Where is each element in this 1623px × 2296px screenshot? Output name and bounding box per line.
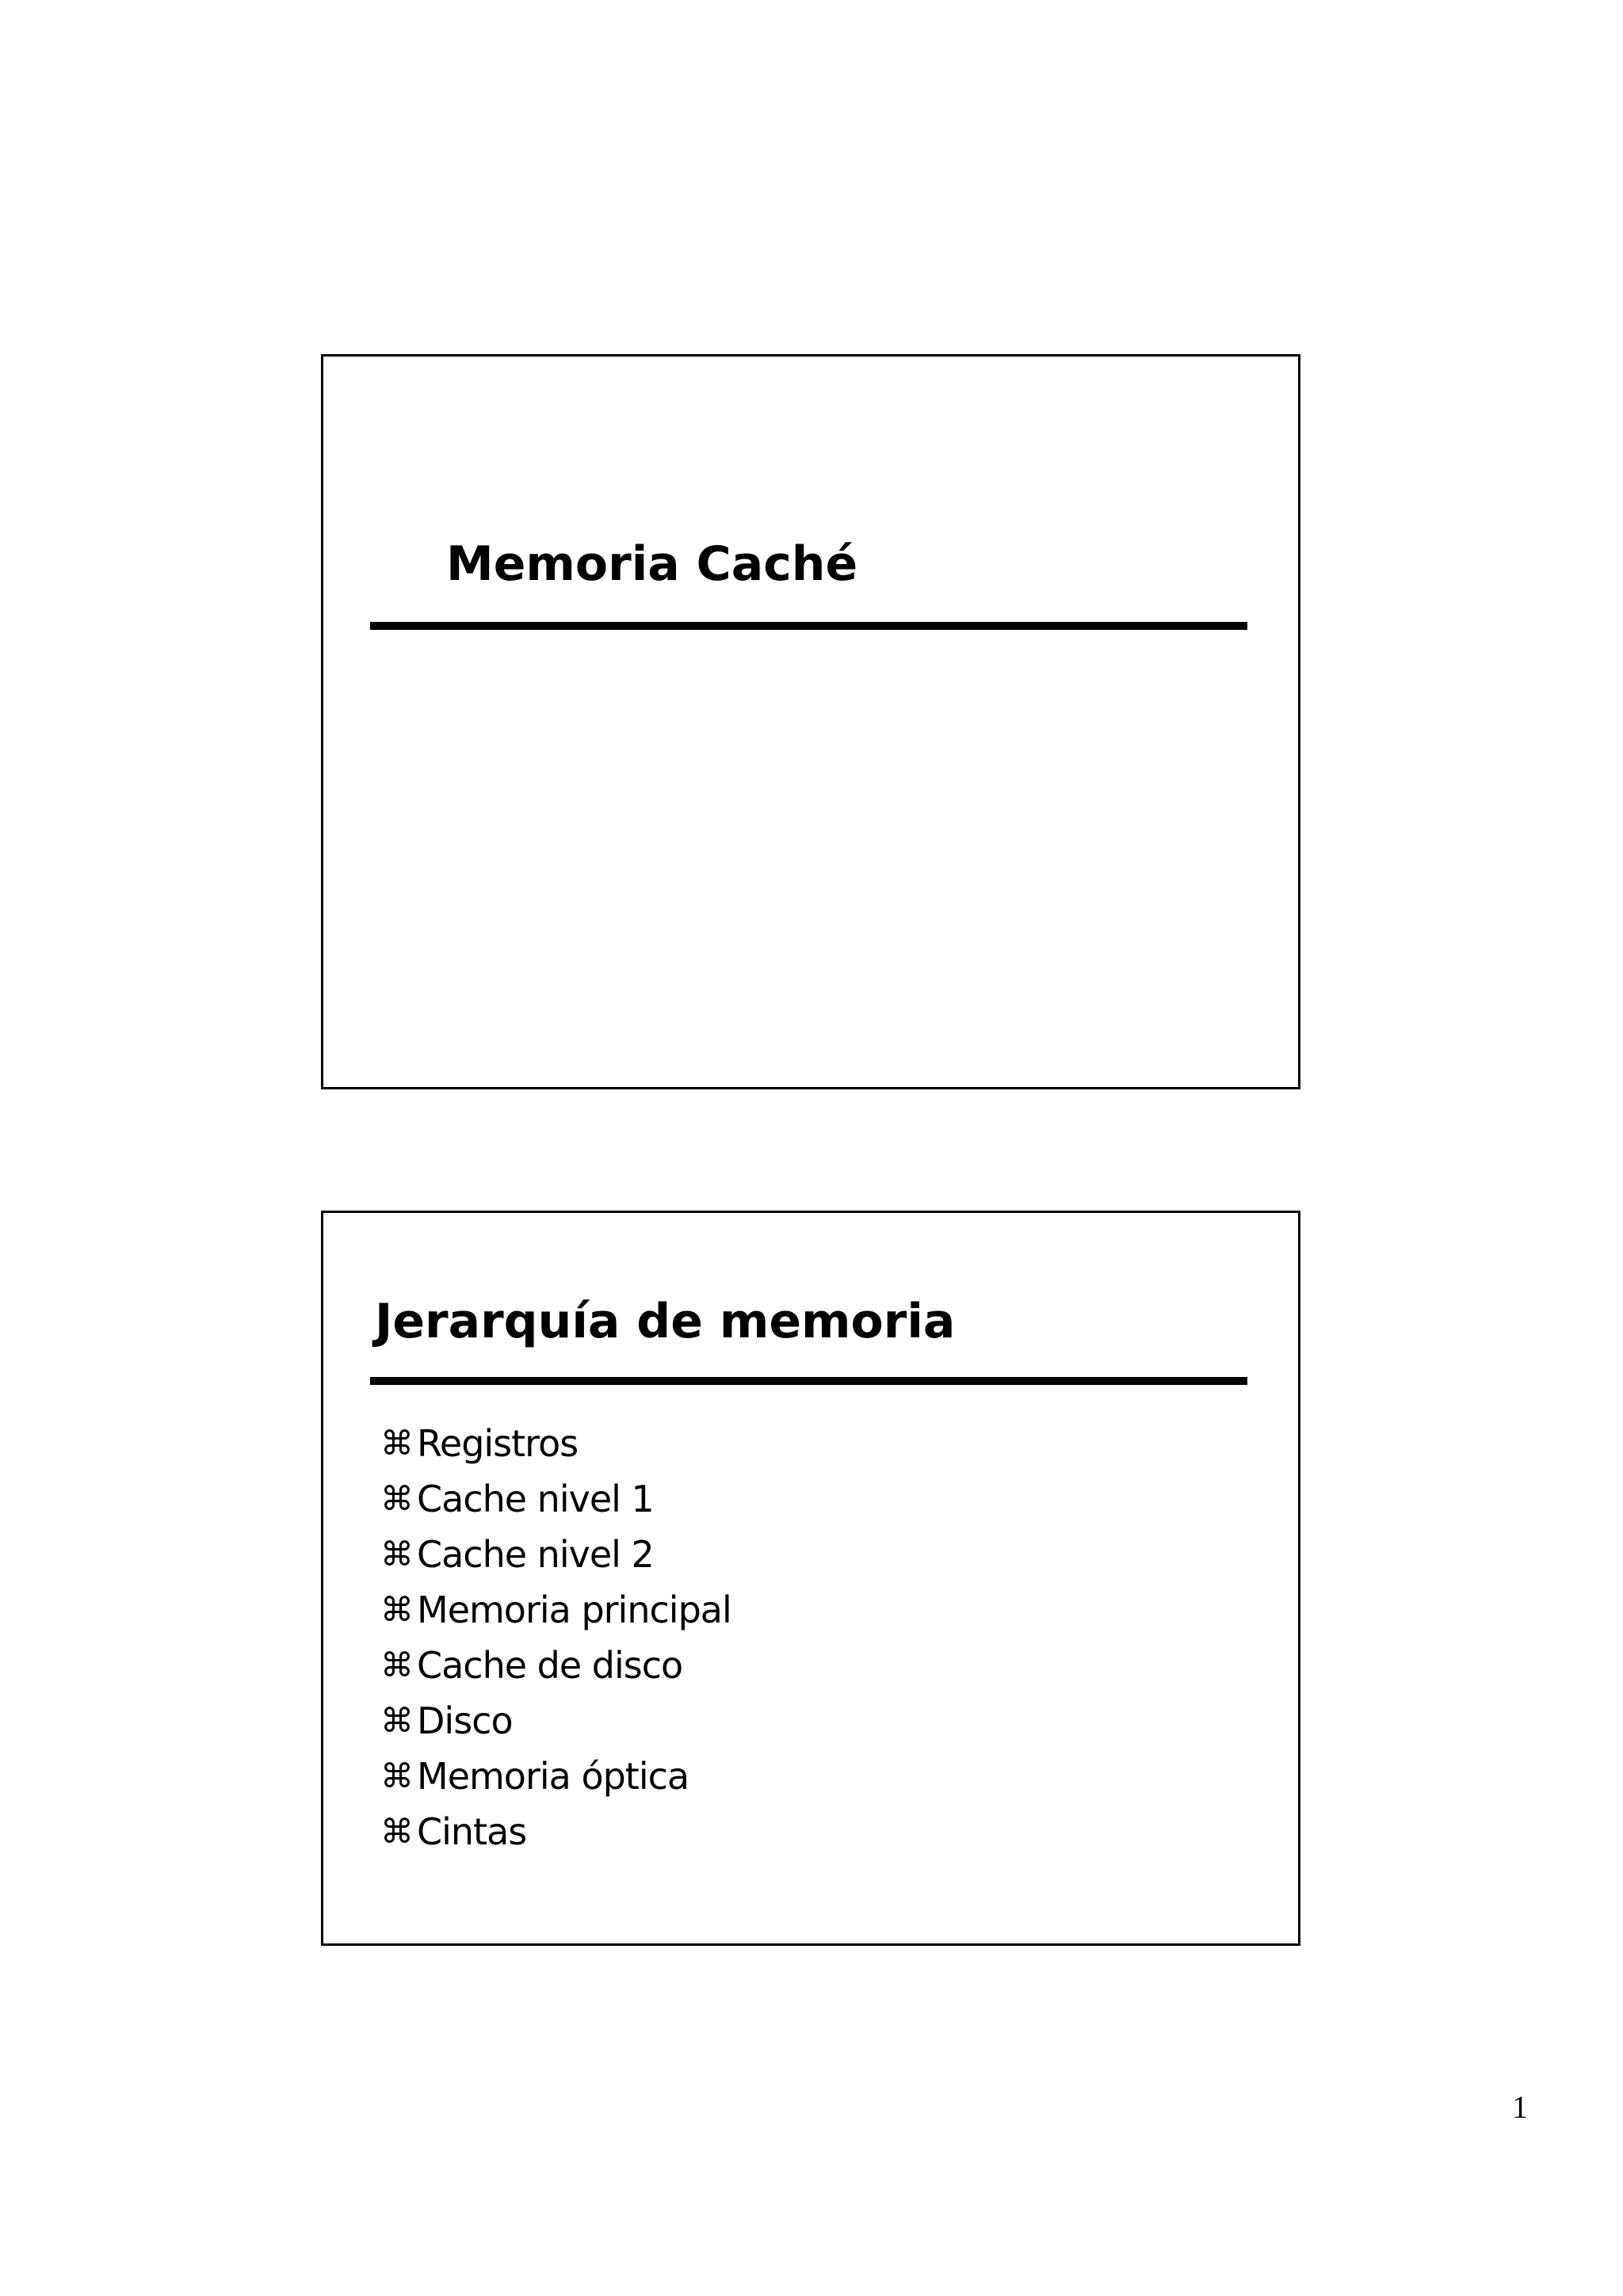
list-item-label: Cache de disco: [417, 1644, 683, 1687]
list-item-label: Memoria óptica: [417, 1755, 689, 1798]
command-key-icon: ⌘: [380, 1424, 414, 1463]
slide-title: Memoria Caché: [446, 536, 858, 592]
list-item: [380, 1582, 731, 1638]
list-item: [380, 1693, 731, 1749]
title-underline: [370, 1377, 1247, 1385]
command-key-icon: ⌘: [380, 1590, 414, 1629]
command-key-icon: ⌘: [380, 1812, 414, 1851]
list-item-label: Cache nivel 1: [417, 1478, 654, 1520]
command-key-icon: ⌘: [380, 1646, 414, 1684]
list-item: [380, 1638, 731, 1693]
command-key-icon: ⌘: [380, 1535, 414, 1573]
command-key-icon: ⌘: [380, 1701, 414, 1740]
command-key-icon: ⌘: [380, 1479, 414, 1518]
list-item-label: Memoria principal: [417, 1589, 731, 1631]
slide-1: [321, 354, 1300, 1089]
list-item: [380, 1471, 731, 1527]
list-item: [380, 1804, 731, 1859]
list-item: [380, 1527, 731, 1582]
title-underline: [370, 622, 1247, 630]
list-item-label: Cintas: [417, 1810, 527, 1853]
command-key-icon: ⌘: [380, 1756, 414, 1795]
list-item: [380, 1416, 731, 1471]
list-item-label: Disco: [417, 1699, 513, 1742]
list-item: [380, 1749, 731, 1804]
page-number: 1: [1512, 2089, 1528, 2125]
bullet-list: [380, 1416, 731, 1859]
list-item-label: Cache nivel 2: [417, 1533, 654, 1576]
list-item-label: Registros: [417, 1422, 579, 1465]
slide-2: [321, 1211, 1300, 1946]
slide-title: Jerarquía de memoria: [375, 1294, 956, 1349]
